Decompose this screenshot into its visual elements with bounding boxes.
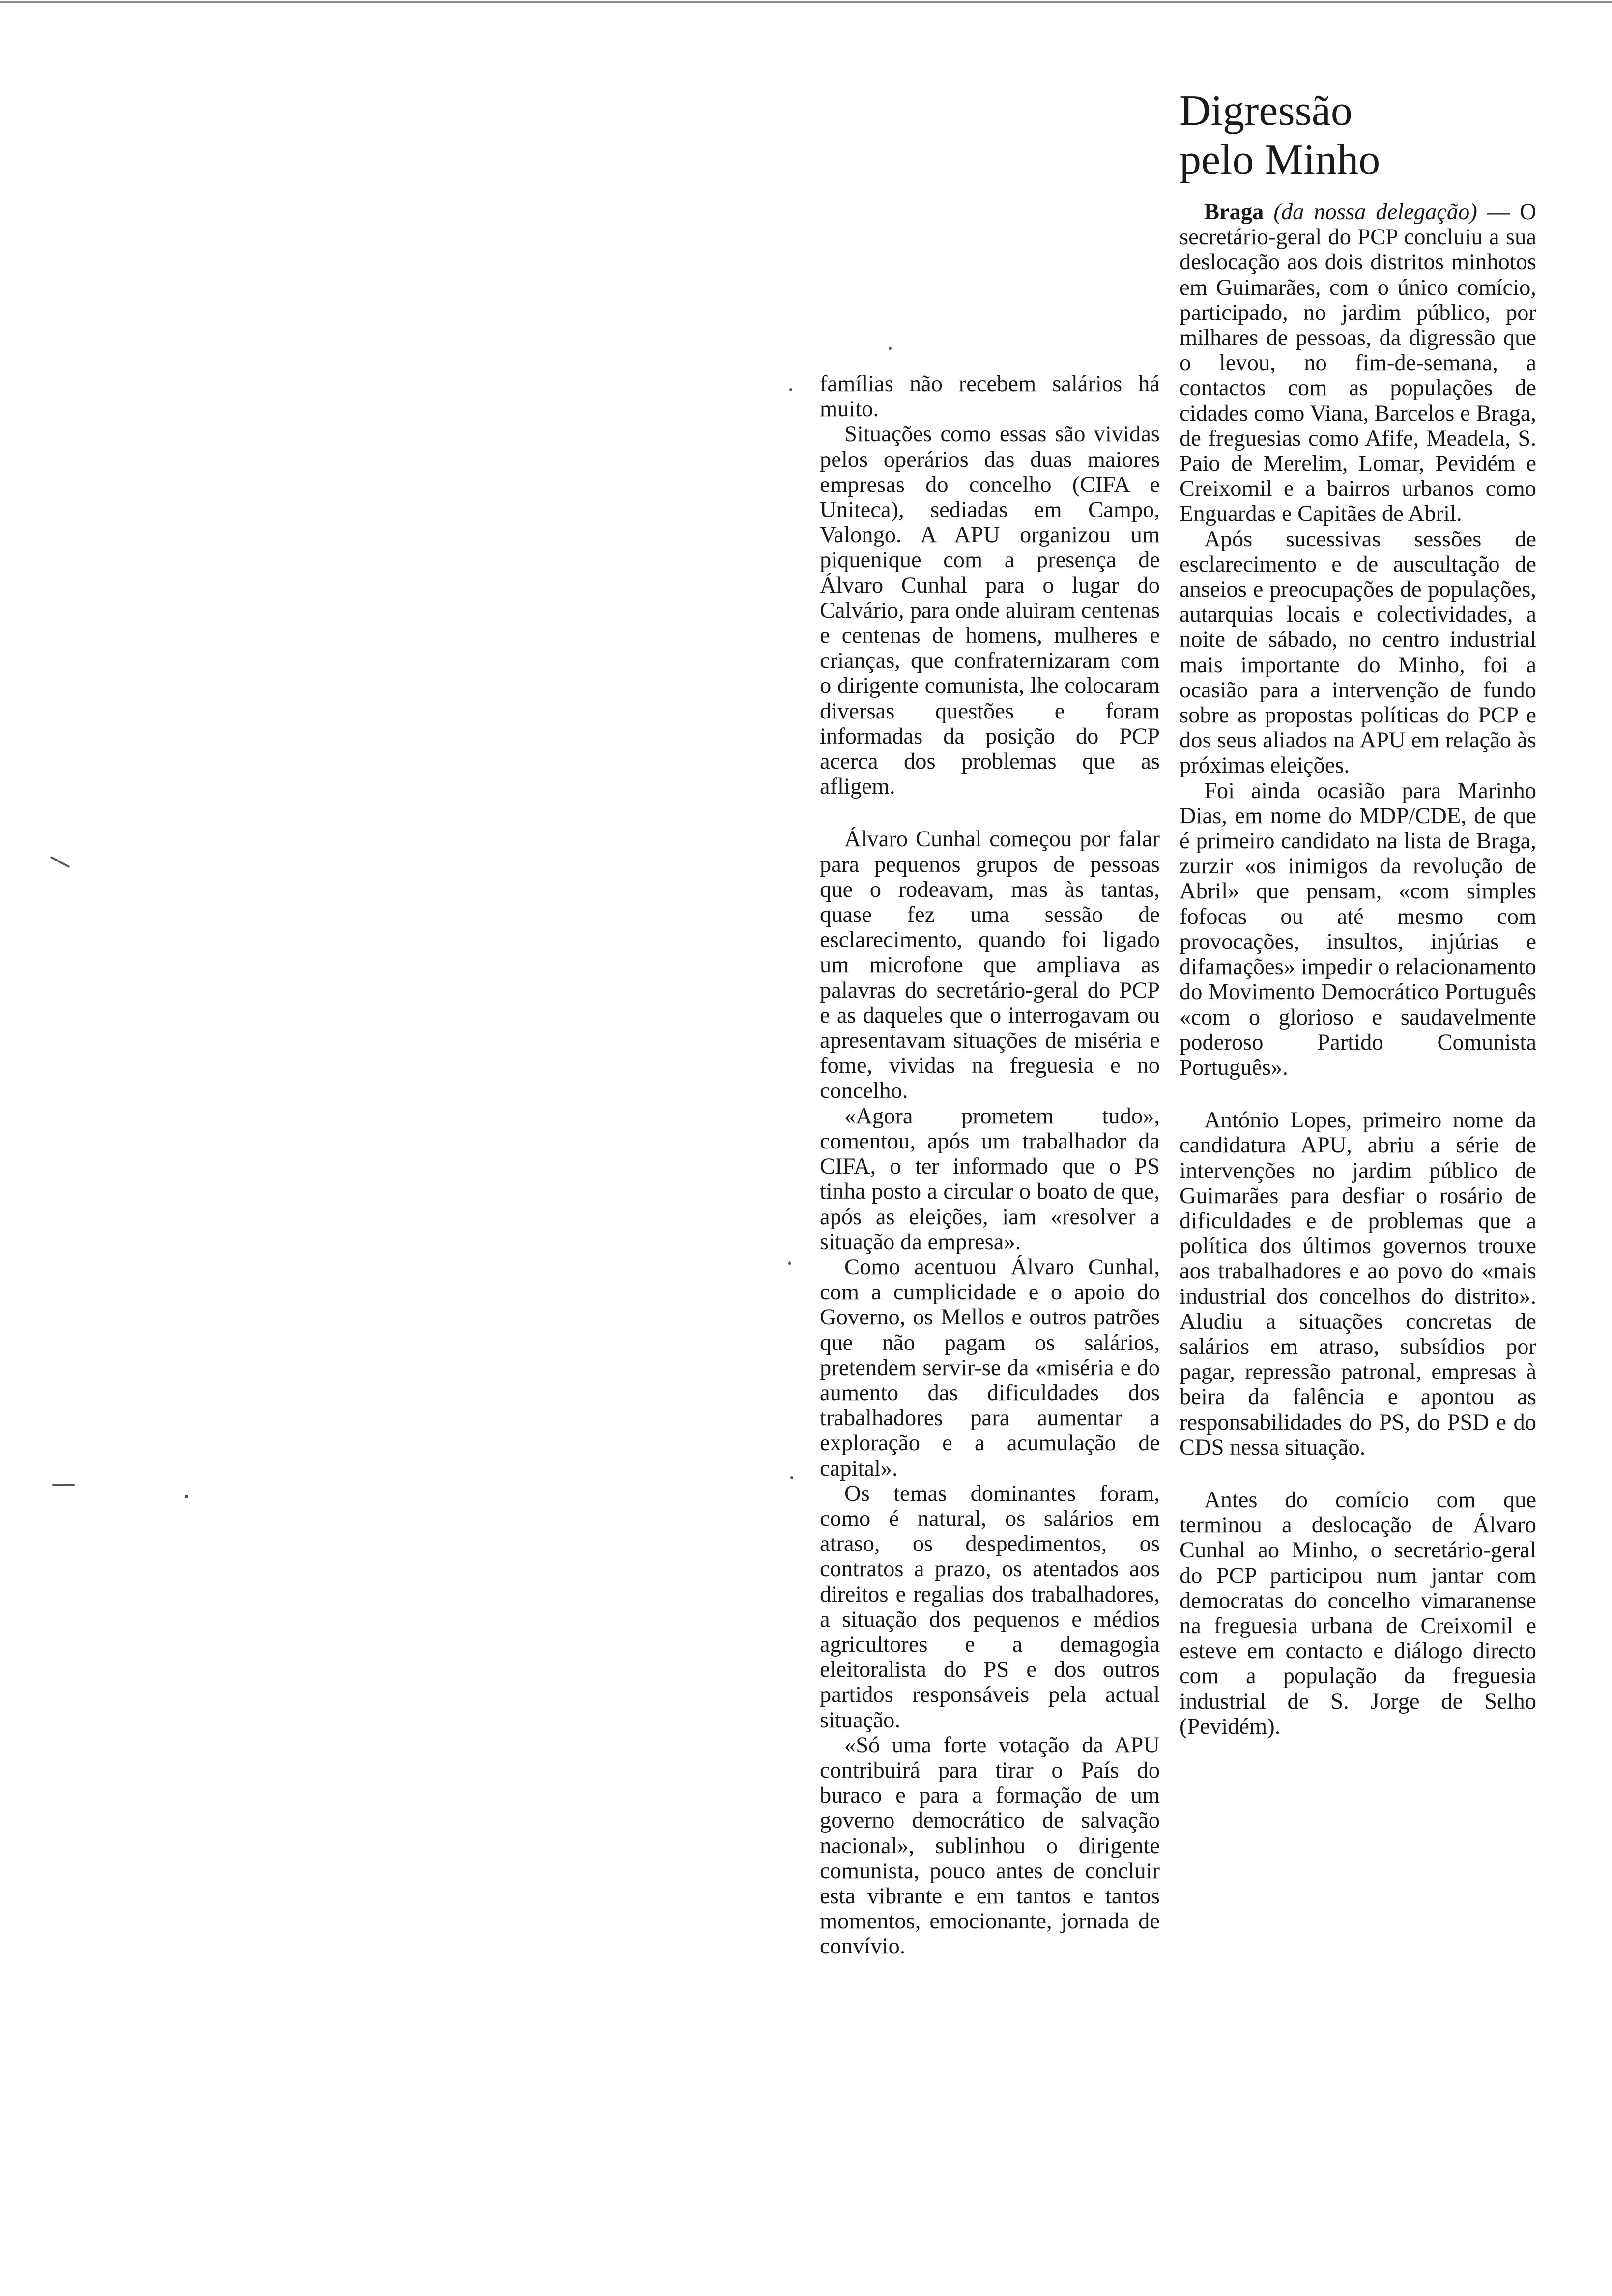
lead-text: — O secretário-geral do PCP concluiu a sua deslocação aos dois distritos minhotos em Guimarães, com o único comício, participado, no jardim público, por milhares de pessoas, da digressão que o levou, no fim-de-semana, a contactos com as populações de cidades como Viana, Barcelos e Braga, de freguesias como Afife, Meadela, S. Paio de Merelim, Lomar, Pevidém e Creixomil e a bairros urbanos como Enguardas e Capitães de Abril. [1180, 200, 1536, 527]
scan-mark [790, 1476, 793, 1479]
scan-mark [789, 388, 792, 391]
paragraph: António Lopes, primeiro nome da candidatura APU, abriu a série de intervenções no jardim público de Guimarães para desfiar o rosário de dificuldades e de problemas que a política dos últimos governos trouxe aos trabalhadores e ao povo do «mais industrial dos concelhos do distrito». Aludiu a situações concretas de salários em atraso, subsídios por pagar, repressão patronal, empresas à beira da falência e apontou as responsabilidades do PS, do PSD e do CDS nessa situação. [1180, 1108, 1536, 1460]
scan-mark [50, 856, 70, 868]
headline-line-1: Digressão [1180, 87, 1353, 135]
dateline: Braga [1204, 200, 1264, 225]
paragraph: Situações como essas são vividas pelos operários das duas maiores empresas do concelho (CIFA e Uniteca), sediadas em Campo, Valongo. A APU organizou um piquenique com a presença de Álvaro Cunhal para o lugar do Calvário, para onde aluiram centenas e centenas de homens, mulheres e crianças, que confraternizaram com o dirigente comunista, lhe colocaram diversas questões e foram informadas da posição do PCP acerca dos problemas que as afligem. [820, 422, 1160, 800]
top-rule [0, 1, 1612, 3]
paragraph: Antes do comício com que terminou a deslocação de Álvaro Cunhal ao Minho, o secretário-geral do PCP participou num jantar com democratas do concelho vimaranense na freguesia urbana de Creixomil e esteve em contacto e diálogo directo com a população da freguesia industrial de S. Jorge de Selho (Pevidém). [1180, 1487, 1536, 1739]
article-right-column [1180, 86, 1536, 1739]
scan-mark [52, 1484, 75, 1486]
paragraph: «Agora prometem tudo», comentou, após um trabalhador da CIFA, o ter informado que o PS tinha posto a circular o boato de que, após as eleições, iam «resolver a situação da empresa». [820, 1103, 1160, 1255]
paragraph: famílias não recebem salários há muito. [820, 372, 1160, 422]
headline-line-2: pelo Minho [1180, 136, 1381, 184]
article-lead [1180, 200, 1536, 527]
scan-mark [788, 1261, 791, 1265]
paragraph: Como acentuou Álvaro Cunhal, com a cumplicidade e o apoio do Governo, os Mellos e outros patrões que não pagam os salários, pretendem servir-se da «miséria e do aumento das dificuldades dos trabalhadores para aumentar a exploração e a acumulação de capital». [820, 1254, 1160, 1481]
paragraph: Foi ainda ocasião para Marinho Dias, em nome do MDP/CDE, de que é primeiro candidato na lista de Braga, zurzir «os inimigos da revolução de Abril» que pensam, «com simples fofocas ou até mesmo com provocações, insultos, injúrias e difamações» impedir o relacionamento do Movimento Democrático Português «com o glorioso e saudavelmente poderoso Partido Comunista Português». [1180, 778, 1536, 1080]
paragraph: Após sucessivas sessões de esclarecimento e de auscultação de anseios e preocupações de populações, autarquias locais e colectividades, a noite de sábado, no centro industrial mais importante do Minho, foi a ocasião para a intervenção de fundo sobre as propostas políticas do PCP e dos seus aliados na APU em relação às próximas eleições. [1180, 526, 1536, 778]
paragraph: Os temas dominantes foram, como é natural, os salários em atraso, os despedimentos, os contratos a prazo, os atentados aos direitos e regalias dos trabalhadores, a situação dos pequenos e médios agricultores e a demagogia eleitoralista do PS e dos outros partidos responsáveis pela actual situação. [820, 1481, 1160, 1733]
source-note: (da nossa delegação) [1273, 200, 1477, 225]
article-left-column [820, 372, 1160, 1959]
paragraph: Álvaro Cunhal começou por falar para pequenos grupos de pessoas que o rodeavam, mas às tantas, quase fez uma sessão de esclarecimento, quando foi ligado um microfone que ampliava as palavras do secretário-geral do PCP e as daqueles que o interrogavam ou apresentavam situações de miséria e fome, vividas na freguesia e no concelho. [820, 827, 1160, 1104]
paragraph: «Só uma forte votação da APU contribuirá para tirar o País do buraco e para a formação de um governo democrático de salvação nacional», sublinhou o dirigente comunista, pouco antes de concluir esta vibrante e em tantos e tantos momentos, emocionante, jornada de convívio. [820, 1732, 1160, 1959]
scan-mark [889, 347, 892, 350]
scan-mark [185, 1495, 188, 1498]
article-headline [1180, 86, 1536, 185]
